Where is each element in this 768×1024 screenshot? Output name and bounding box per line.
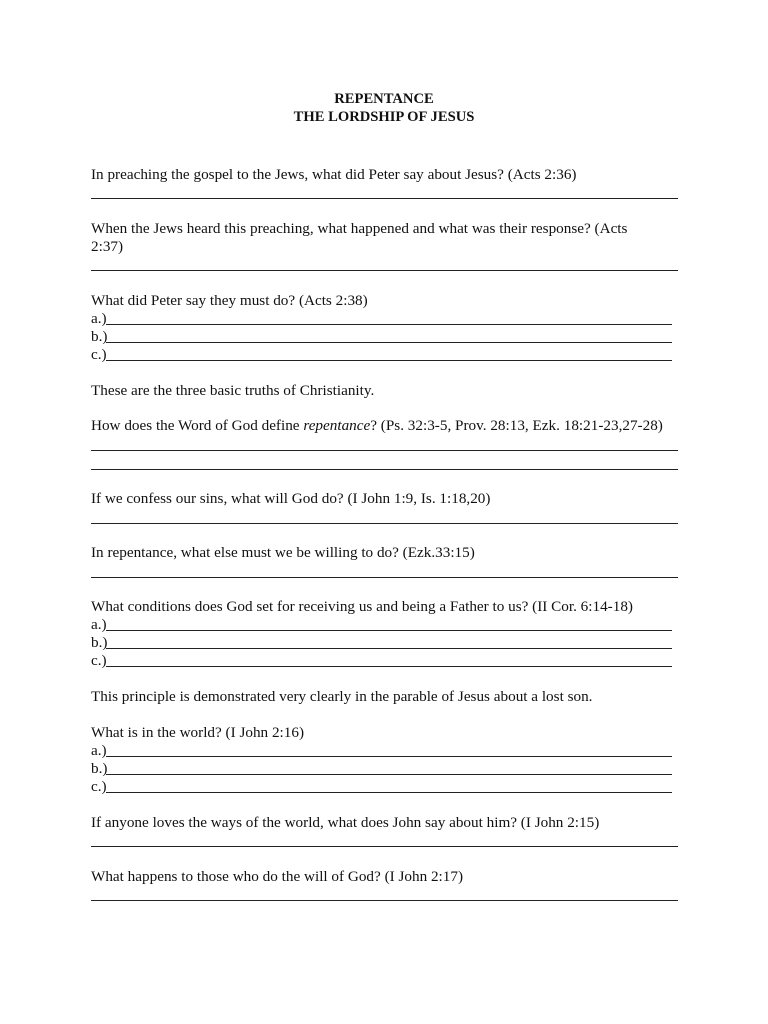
question-2-line-1: When the Jews heard this preaching, what happened and what was their response? (Acts <box>91 220 628 237</box>
question-7: What conditions does God set for receiving us and being a Father to us? (II Cor. 6:14-18) <box>91 598 633 615</box>
question-10: What happens to those who do the will of God? (I John 2:17) <box>91 868 464 885</box>
question-5: If we confess our sins, what will God do? (I John 1:9, Is. 1:18,20) <box>91 490 491 507</box>
answer-line-4a[interactable] <box>91 450 678 451</box>
label-c: c.) <box>91 652 107 669</box>
question-6: In repentance, what else must we be willing to do? (Ezk.33:15) <box>91 544 475 561</box>
label-a: a.) <box>91 616 107 633</box>
answer-line-6[interactable] <box>91 577 678 578</box>
answer-8b[interactable] <box>91 760 672 778</box>
answer-line-10[interactable] <box>91 900 678 901</box>
answer-8c[interactable] <box>91 778 672 796</box>
answer-line-4b[interactable] <box>91 469 678 470</box>
title-line-2: THE LORDSHIP OF JESUS <box>293 109 475 125</box>
statement-2: This principle is demonstrated very clearly in the parable of Jesus about a lost son. <box>91 688 593 705</box>
answer-line-2[interactable] <box>91 270 678 271</box>
emphasis-repentance: repentance <box>303 417 371 434</box>
answer-7a[interactable] <box>91 616 672 634</box>
answer-3a[interactable] <box>91 310 672 328</box>
answer-7b[interactable] <box>91 634 672 652</box>
answer-3b[interactable] <box>91 328 672 346</box>
question-1: In preaching the gospel to the Jews, what did Peter say about Jesus? (Acts 2:36) <box>91 166 577 183</box>
statement-1: These are the three basic truths of Christianity. <box>91 382 375 399</box>
label-b: b.) <box>91 760 108 777</box>
question-9: If anyone loves the ways of the world, what does John say about him? (I John 2:15) <box>91 814 600 831</box>
answer-8a[interactable] <box>91 742 672 760</box>
question-4: How does the Word of God define repentance? (Ps. 32:3-5, Prov. 28:13, Ezk. 18:21-23,27-28) <box>91 417 663 434</box>
answer-3c[interactable] <box>91 346 672 364</box>
question-3: What did Peter say they must do? (Acts 2:38) <box>91 292 368 309</box>
label-b: b.) <box>91 328 108 345</box>
label-a: a.) <box>91 742 107 759</box>
answer-line-1[interactable] <box>91 198 678 199</box>
answer-line-5[interactable] <box>91 523 678 524</box>
question-8: What is in the world? (I John 2:16) <box>91 724 305 741</box>
label-b: b.) <box>91 634 108 651</box>
answer-line-9[interactable] <box>91 846 678 847</box>
title-line-1: REPENTANCE <box>334 91 434 107</box>
label-c: c.) <box>91 346 107 363</box>
label-c: c.) <box>91 778 107 795</box>
answer-7c[interactable] <box>91 652 672 670</box>
label-a: a.) <box>91 310 107 327</box>
question-2-line-2: 2:37) <box>91 238 124 255</box>
